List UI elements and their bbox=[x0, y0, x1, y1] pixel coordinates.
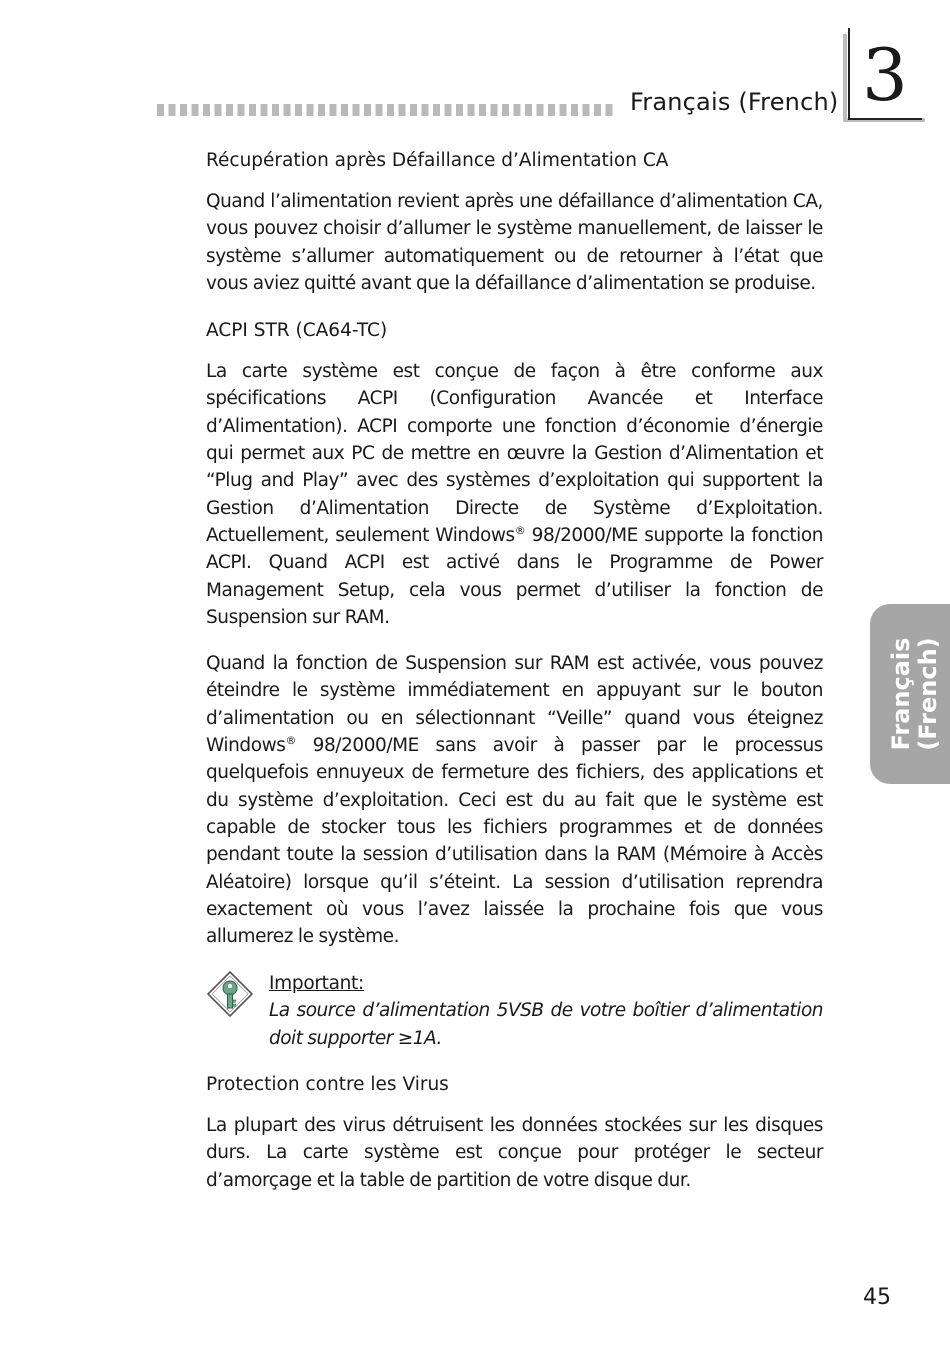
important-title: Important: bbox=[269, 973, 364, 995]
key-icon bbox=[206, 970, 254, 1018]
paragraph-virus-protection: La plupart des virus détruisent les données stockées sur les disques durs. La carte système est conçue pour protéger le secteur d’amorçage et la table de partition de votre disque dur. bbox=[206, 1115, 823, 1191]
section-heading-acpi-str: ACPI STR (CA64-TC) bbox=[206, 320, 388, 342]
registered-mark: ® bbox=[285, 733, 296, 747]
paragraph-acpi-spec bbox=[206, 358, 823, 631]
side-tab-line-2: (French) bbox=[914, 637, 942, 751]
section-heading-virus-protection: Protection contre les Virus bbox=[206, 1074, 449, 1096]
page-content bbox=[206, 146, 823, 1194]
chapter-box-shadow-vertical bbox=[843, 34, 847, 122]
important-note bbox=[206, 970, 823, 1052]
paragraph-power-failure: Quand l’alimentation revient après une défaillance d’alimentation CA, vous pouvez choisir d’allumer le système manuellement, de laisser le système s’allumer automatiquement ou de retourner à l’état que vous aviez quitté avant que la défaillance d’alimentation se produise. bbox=[206, 191, 823, 294]
important-text: La source d’alimentation 5VSB de votre boîtier d’alimentation doit supporter ≥1A. bbox=[269, 1000, 823, 1049]
paragraph-acpi-spec-part1: La carte système est conçue de façon à être conforme aux spécifications ACPI (Configuration Avancée et Interface d’Alimentation). ACPI comporte une fonction d’économie d’énergie qui permet aux PC de mettre en œuvre la Gestion d’Alimentation et “Plug and Play” avec des systèmes d’exploitation qui supportent la Gestion d’Alimentation Directe de Système d’Exploitation. Actuellement, seulement Windows bbox=[206, 361, 823, 546]
paragraph-suspend-to-ram-part2: 98/2000/ME sans avoir à passer par le processus quelquefois ennuyeux de fermeture des fichiers, des applications et du système d’exploitation. Ceci est du au fait que le système est capable de stocker tous les fichiers programmes et de données pendant toute la session d’utilisation dans la RAM (Mémoire à Accès Aléatoire) lorsque qu’il s’éteint. La session d’utilisation reprendra exactement où vous l’avez laissée la prochaine fois que vous allumerez le système. bbox=[206, 735, 823, 948]
section-heading-power-failure: Récupération après Défaillance d’Alimentation CA bbox=[206, 150, 669, 171]
paragraph-acpi-spec-part2: 98/2000/ME supporte la fonction ACPI. Quand ACPI est activé dans le Programme de Power Management Setup, cela vous permet d’utiliser la fonction de Suspension sur RAM. bbox=[206, 524, 823, 628]
paragraph-suspend-to-ram bbox=[206, 650, 823, 950]
chapter-number: 3 bbox=[862, 33, 908, 117]
header-dotted-rule bbox=[157, 104, 617, 116]
registered-mark: ® bbox=[514, 523, 526, 537]
page-header-title: Français (French) bbox=[630, 88, 839, 116]
paragraph-suspend-to-ram-part1: Quand la fonction de Suspension sur RAM est activée, vous pouvez éteindre le système immédiatement en appuyant sur le bouton d’alimentation ou en sélectionnant “Veille” quand vous éteignez Windows bbox=[206, 653, 823, 757]
page-number: 45 bbox=[863, 1285, 891, 1310]
language-side-tab-label bbox=[888, 637, 942, 750]
side-tab-line-1: Français bbox=[887, 637, 915, 751]
